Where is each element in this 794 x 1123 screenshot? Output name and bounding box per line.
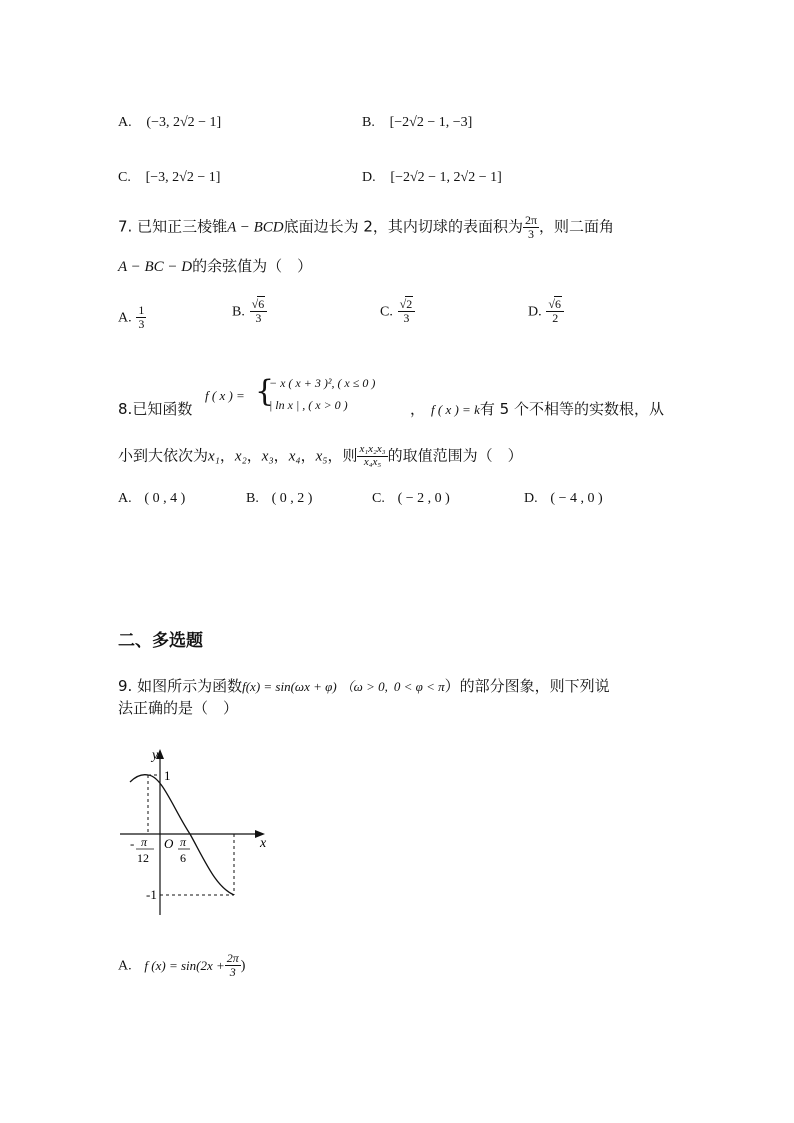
fraction-numerator [398, 298, 416, 312]
question-number: 7. [118, 217, 133, 236]
question-text: 底面边长为 2，其内切球的表面积为 [283, 217, 523, 236]
function-name: f ( x ) = [205, 388, 245, 403]
q6-option-b [362, 112, 472, 131]
option-label: C. [380, 304, 393, 320]
sqrt: √6 [548, 297, 561, 311]
option-label: A. [118, 958, 132, 974]
q7-line-2 [118, 255, 312, 276]
radicand: 6 [555, 297, 561, 311]
x-tick-right-denominator: 6 [180, 851, 186, 865]
question-text: 如图所示为函数 [137, 677, 243, 695]
sqrt: √2 [399, 297, 413, 311]
q8-option-a [118, 488, 185, 507]
x-tick-left-numerator: π [141, 835, 148, 849]
option-value: [−2√2 − 1, −3] [389, 115, 473, 130]
fraction-denominator: 2 [552, 310, 559, 325]
fraction [398, 298, 416, 324]
x-tick-right-numerator: π [180, 835, 187, 849]
sqrt: √6 [251, 297, 265, 311]
radicand: 2 [406, 297, 413, 311]
radicand: 6 [258, 297, 265, 311]
option-label: D. [528, 304, 542, 320]
option-value: [−2√2 − 1, 2√2 − 1] [390, 170, 502, 185]
x-tick-left-sign: - [130, 836, 135, 851]
root: x₁ [208, 448, 220, 465]
question-number: 8. [118, 400, 133, 418]
fraction-numerator: 2π [524, 213, 538, 227]
option-label: B. [232, 304, 245, 320]
question-text: ，则二面角 [539, 217, 615, 236]
fraction-numerator [546, 298, 564, 312]
q8-option-d [524, 488, 603, 507]
question-number: 9. [118, 677, 133, 695]
option-label: D. [362, 170, 376, 185]
section-heading: 二、多选题 [118, 631, 203, 651]
math-expr: ) [240, 958, 246, 974]
y-tick-top: 1 [164, 768, 171, 783]
origin-label: O [164, 836, 174, 851]
q6-option-c [118, 167, 220, 186]
fraction [523, 214, 539, 240]
option-value: ( 0 , 4 ) [144, 491, 186, 506]
option-label: A. [118, 310, 132, 326]
fraction-numerator: 2π [226, 951, 239, 965]
option-value: ( − 2 , 0 ) [397, 491, 450, 506]
question-text: ， [410, 400, 426, 418]
fraction-denominator: 3 [229, 964, 236, 979]
q7-line-1 [118, 214, 614, 240]
math-expr: 0 < φ < π [393, 679, 445, 694]
q8-line-1-rest [410, 398, 664, 419]
fraction-numerator [250, 298, 268, 312]
question-text: ，则 [327, 446, 358, 465]
option-value: (−3, 2√2 − 1] [146, 115, 222, 130]
x-tick-left-denominator: 12 [137, 851, 149, 865]
left-brace: { [255, 374, 275, 409]
q9-line-2 [118, 697, 238, 718]
q8-option-b [246, 488, 312, 507]
sine-graph [110, 745, 280, 920]
q7-option-a [118, 304, 146, 330]
option-value: ( 0 , 2 ) [271, 491, 313, 506]
fraction [357, 444, 387, 468]
option-label: B. [362, 115, 375, 130]
question-text: ）的部分图象，则下列说 [444, 677, 610, 695]
q8-option-c [372, 488, 450, 507]
option-value: ( − 4 , 0 ) [550, 491, 603, 506]
fraction [136, 304, 146, 330]
q8-line-2: 小到大依次为x₁，x₂，x₃，x₄，x₅，则 $\frac{\text{x₁x₂x₃}}{\text{x₄x₅}}$ 的取值范围为（ ） [118, 443, 523, 468]
q7-option-c [380, 298, 415, 324]
root: x₅ [315, 448, 328, 465]
question-text: 已知函数 [132, 400, 193, 418]
question-text: 法正确的是（ ） [118, 699, 239, 717]
y-axis-label: y [152, 748, 159, 763]
option-label: C. [372, 491, 385, 506]
y-tick-bottom: -1 [146, 887, 157, 902]
option-label: C. [118, 170, 131, 185]
math-expr: A − BC − D [118, 259, 193, 275]
math-expr: f(x) = sin(ωx + φ) [242, 679, 337, 694]
q7-option-d [528, 298, 564, 324]
q8-number [118, 398, 192, 419]
math-expr: （ω > 0, [340, 679, 388, 694]
question-text: 有 5 个不相等的实数根，从 [479, 400, 664, 418]
piecewise-case-2: | ln x | , ( x > 0 ) [269, 398, 348, 412]
fraction-denominator: 3 [255, 310, 262, 325]
fraction [250, 298, 268, 324]
math-expr: f (x) = sin(2x + [144, 957, 225, 973]
fraction-denominator: x₄x₅ [363, 455, 382, 468]
option-label: A. [118, 115, 132, 130]
fraction-numerator: 1 [138, 303, 145, 317]
q6-option-a [118, 112, 221, 131]
fraction-denominator: 3 [138, 316, 145, 331]
question-text: 的余弦值为（ ） [192, 257, 313, 275]
root: x₃ [261, 448, 274, 465]
math-expr: A − BCD [227, 219, 284, 236]
x-axis-label: x [260, 836, 267, 851]
question-text: 小到大依次为 [118, 446, 209, 465]
question-text: 的取值范围为（ ） [387, 446, 523, 465]
option-label: B. [246, 491, 259, 506]
fraction-denominator: 3 [527, 226, 534, 241]
fraction [225, 952, 241, 978]
q7-option-b [232, 298, 267, 324]
q9-option-a [118, 952, 245, 978]
fraction-denominator: 3 [403, 310, 410, 325]
q7-options [118, 296, 718, 344]
piecewise-case-1: − x ( x + 3 )², ( x ≤ 0 ) [269, 376, 376, 390]
fraction [546, 298, 564, 324]
root: x₄ [288, 448, 301, 465]
option-value: [−3, 2√2 − 1] [145, 170, 221, 185]
question-text: 已知正三棱锥 [137, 217, 228, 236]
option-label: A. [118, 491, 132, 506]
q9-line-1 [118, 675, 610, 696]
option-label: D. [524, 491, 538, 506]
math-expr: f ( x ) = k [431, 402, 480, 417]
fraction-numerator: x₁x₂x₃ [359, 443, 386, 455]
q6-option-d [362, 167, 502, 186]
root: x₂ [234, 448, 247, 465]
